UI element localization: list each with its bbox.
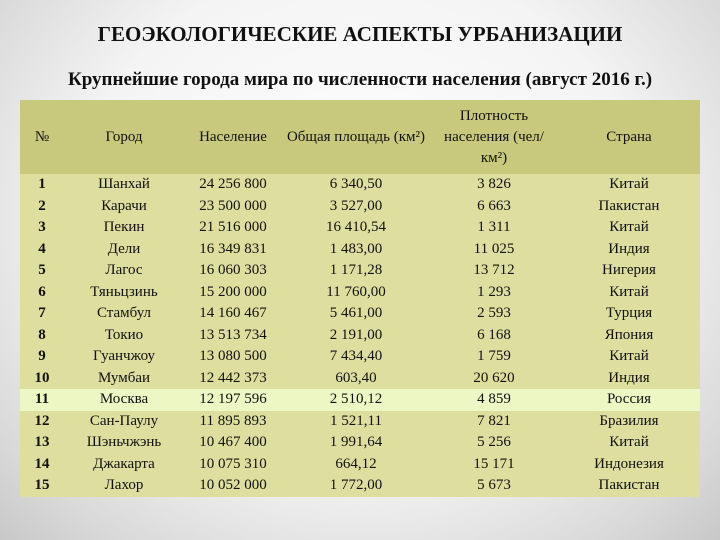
cell-city: Карачи [64,196,184,218]
cell-country: Япония [558,325,700,347]
cell-area: 603,40 [282,368,430,390]
cell-area: 3 527,00 [282,196,430,218]
cell-area: 1 483,00 [282,239,430,261]
cell-country: Пакистан [558,475,700,497]
cell-no: 1 [20,174,64,196]
cell-population: 21 516 000 [184,217,282,239]
cell-city: Лахор [64,475,184,497]
cell-no: 13 [20,432,64,454]
cell-area: 664,12 [282,454,430,476]
cell-country: Индия [558,239,700,261]
cell-country: Китай [558,282,700,304]
cell-population: 16 349 831 [184,239,282,261]
cell-density: 1 311 [430,217,558,239]
cell-area: 1 772,00 [282,475,430,497]
cell-population: 23 500 000 [184,196,282,218]
cell-no: 10 [20,368,64,390]
header-density: Плотность населения (чел/км²) [430,100,558,174]
cell-density: 3 826 [430,174,558,196]
cell-country: Нигерия [558,260,700,282]
table-row [20,368,700,390]
cell-population: 16 060 303 [184,260,282,282]
cell-no: 2 [20,196,64,218]
table-row [20,303,700,325]
cell-density: 13 712 [430,260,558,282]
cell-population: 11 895 893 [184,411,282,433]
cell-country: Индия [558,368,700,390]
cell-city: Гуанчжоу [64,346,184,368]
cell-density: 5 673 [430,475,558,497]
cell-country: Бразилия [558,411,700,433]
cell-population: 15 200 000 [184,282,282,304]
cell-city: Москва [64,389,184,411]
cell-no: 5 [20,260,64,282]
cell-city: Шанхай [64,174,184,196]
cell-country: Россия [558,389,700,411]
cell-density: 6 663 [430,196,558,218]
cell-density: 11 025 [430,239,558,261]
cell-no: 11 [20,389,64,411]
cell-density: 20 620 [430,368,558,390]
table-header-row [20,100,700,174]
cell-country: Турция [558,303,700,325]
table-row [20,389,700,411]
cell-area: 16 410,54 [282,217,430,239]
cell-area: 2 510,12 [282,389,430,411]
cell-country: Китай [558,346,700,368]
cell-density: 1 759 [430,346,558,368]
cell-area: 1 171,28 [282,260,430,282]
table-row [20,282,700,304]
cell-city: Стамбул [64,303,184,325]
cell-population: 10 052 000 [184,475,282,497]
cell-density: 4 859 [430,389,558,411]
cell-area: 1 521,11 [282,411,430,433]
cell-city: Джакарта [64,454,184,476]
cell-city: Мумбаи [64,368,184,390]
cell-area: 1 991,64 [282,432,430,454]
cell-population: 13 513 734 [184,325,282,347]
cell-no: 3 [20,217,64,239]
table-row [20,346,700,368]
cell-area: 6 340,50 [282,174,430,196]
cell-no: 4 [20,239,64,261]
cell-city: Токио [64,325,184,347]
header-no: № [20,100,64,174]
cell-city: Шэньчжэнь [64,432,184,454]
cell-no: 15 [20,475,64,497]
cell-density: 5 256 [430,432,558,454]
table-row [20,432,700,454]
table-row [20,475,700,497]
cell-city: Сан-Паулу [64,411,184,433]
table-row [20,325,700,347]
cell-city: Пекин [64,217,184,239]
cell-country: Пакистан [558,196,700,218]
cell-no: 8 [20,325,64,347]
header-country: Страна [558,100,700,174]
table-row [20,217,700,239]
cell-population: 24 256 800 [184,174,282,196]
cell-density: 2 593 [430,303,558,325]
cell-population: 12 197 596 [184,389,282,411]
header-area: Общая площадь (км²) [282,100,430,174]
cell-population: 12 442 373 [184,368,282,390]
cell-density: 1 293 [430,282,558,304]
table-row [20,260,700,282]
table-body [20,174,700,497]
cell-city: Лагос [64,260,184,282]
cell-population: 10 075 310 [184,454,282,476]
cell-country: Китай [558,432,700,454]
cell-no: 7 [20,303,64,325]
cell-area: 5 461,00 [282,303,430,325]
cell-area: 11 760,00 [282,282,430,304]
table-row [20,196,700,218]
cell-population: 14 160 467 [184,303,282,325]
cell-city: Дели [64,239,184,261]
cell-density: 7 821 [430,411,558,433]
cell-no: 14 [20,454,64,476]
table-row [20,454,700,476]
cell-population: 10 467 400 [184,432,282,454]
cell-area: 2 191,00 [282,325,430,347]
cell-country: Китай [558,174,700,196]
cities-table [20,100,700,497]
cell-no: 6 [20,282,64,304]
table-row [20,239,700,261]
subtitle: Крупнейшие города мира по численности населения (август 2016 г.) [67,69,653,90]
header-population: Население [184,100,282,174]
cell-city: Тяньцзинь [64,282,184,304]
cell-no: 9 [20,346,64,368]
cell-population: 13 080 500 [184,346,282,368]
cell-density: 6 168 [430,325,558,347]
cell-country: Китай [558,217,700,239]
cell-area: 7 434,40 [282,346,430,368]
header-city: Город [64,100,184,174]
cell-no: 12 [20,411,64,433]
cell-country: Индонезия [558,454,700,476]
page-title: ГЕОЭКОЛОГИЧЕСКИЕ АСПЕКТЫ УРБАНИЗАЦИИ [97,22,623,46]
cell-density: 15 171 [430,454,558,476]
table-row [20,174,700,196]
table-row [20,411,700,433]
